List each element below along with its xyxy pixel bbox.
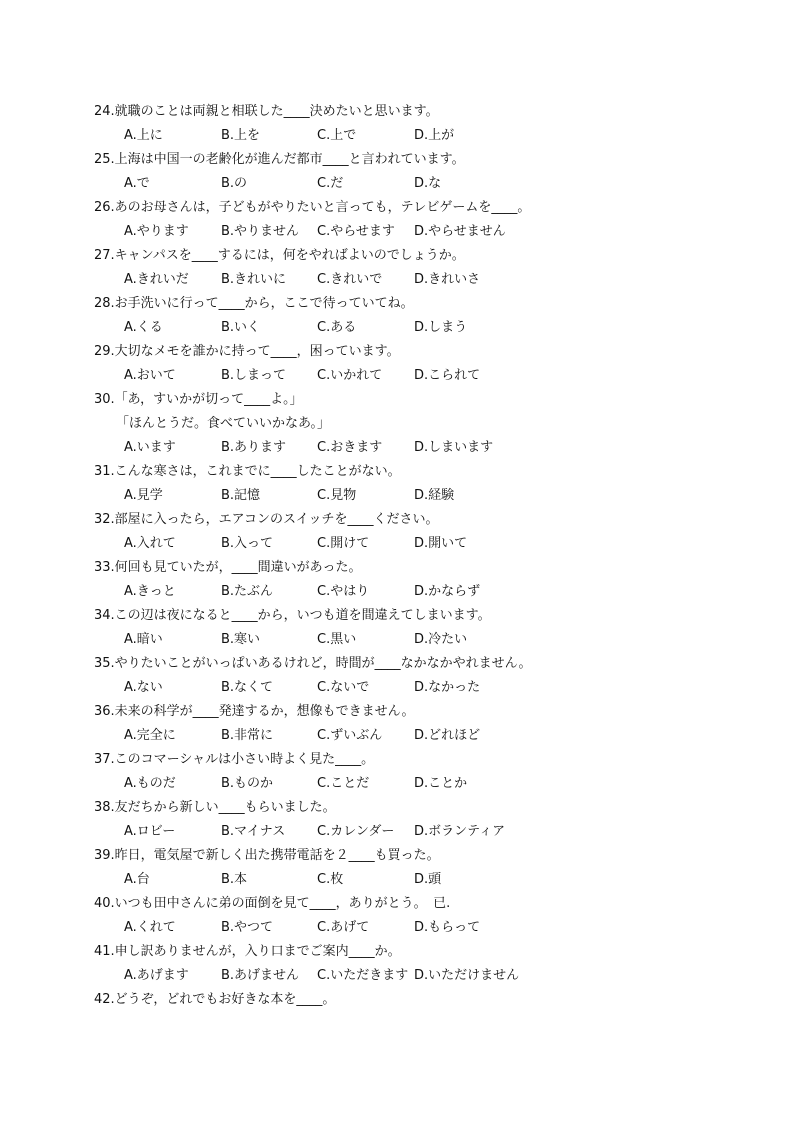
answer-options	[94, 580, 734, 604]
answer-option-c: C.きれいで	[317, 272, 383, 287]
answer-option-b: B.非常に	[221, 728, 274, 743]
answer-option-a: A.ない	[124, 680, 163, 695]
question-text: 25.上海は中国一の老齢化が進んだ都市____と言われています。	[94, 152, 465, 167]
answer-option-d: D.経験	[414, 488, 455, 503]
question-text: 32.部屋に入ったら，エアコンのスイッチを____ください。	[94, 512, 439, 527]
answer-option-b: B.の	[221, 176, 248, 191]
answer-option-a: A.おいて	[124, 368, 176, 383]
question-text: 39.昨日，電気屋で新しく出た携帯電話を２____も買った。	[94, 848, 440, 863]
answer-option-c: C.おきます	[317, 440, 383, 455]
answer-option-b: B.やつて	[221, 920, 274, 935]
answer-options	[94, 772, 734, 796]
answer-options	[94, 964, 734, 988]
answer-option-c: C.やはり	[317, 584, 370, 599]
answer-option-d: D.しまいます	[414, 440, 494, 455]
answer-options	[94, 628, 734, 652]
answer-option-a: A.台	[124, 872, 150, 887]
answer-options	[94, 172, 734, 196]
answer-option-a: A.くれて	[124, 920, 176, 935]
question-text: 38.友だちから新しい____もらいました。	[94, 800, 336, 815]
question-text: 31.こんな寒さは，これまでに____したことがない。	[94, 464, 401, 479]
answer-option-a: A.くる	[124, 320, 163, 335]
answer-option-d: D.かならず	[414, 584, 481, 599]
answer-option-c: C.あげて	[317, 920, 370, 935]
question-text: 24.就職のことは両親と相联した____決めたいと思います。	[94, 104, 439, 119]
answer-options	[94, 220, 734, 244]
question-text: 34.この辺は夜になると____から，いつも道を間違えてしまいます。	[94, 608, 491, 623]
answer-option-d: D.な	[414, 176, 442, 191]
answer-option-d: D.もらって	[414, 920, 481, 935]
question-text: 42.どうぞ，どれでもお好きな本を____。	[94, 992, 336, 1007]
answer-option-d: D.上が	[414, 128, 455, 143]
answer-option-c: C.ある	[317, 320, 357, 335]
answer-options	[94, 676, 734, 700]
answer-option-a: A.あげます	[124, 968, 189, 983]
answer-option-a: A.上に	[124, 128, 163, 143]
answer-options	[94, 364, 734, 388]
question-text: 37.このコマーシャルは小さい時よく見た____。	[94, 752, 375, 767]
answer-option-c: C.ずいぶん	[317, 728, 383, 743]
answer-option-a: A.きれいだ	[124, 272, 189, 287]
answer-options	[94, 124, 734, 148]
answer-option-c: C.見物	[317, 488, 357, 503]
answer-option-b: B.入って	[221, 536, 274, 551]
answer-option-b: B.あげません	[221, 968, 300, 983]
question-list	[94, 100, 734, 1012]
answer-option-c: C.黒い	[317, 632, 357, 647]
answer-option-b: B.きれいに	[221, 272, 287, 287]
answer-option-b: B.しまって	[221, 368, 287, 383]
answer-option-d: D.こられて	[414, 368, 481, 383]
answer-option-d: D.どれほど	[414, 728, 481, 743]
answer-option-c: C.開けて	[317, 536, 370, 551]
question-text-continued: 「ほんとうだ。食べていいかなあ。」	[116, 416, 330, 431]
answer-option-b: B.いく	[221, 320, 261, 335]
answer-option-b: B.寒い	[221, 632, 261, 647]
answer-options	[94, 316, 734, 340]
answer-options	[94, 484, 734, 508]
answer-option-d: D.ボランティア	[414, 824, 506, 839]
answer-option-a: A.ロビー	[124, 824, 176, 839]
answer-options	[94, 868, 734, 892]
answer-option-b: B.ものか	[221, 776, 274, 791]
answer-options	[94, 268, 734, 292]
answer-option-a: A.で	[124, 176, 150, 191]
answer-option-c: C.ことだ	[317, 776, 370, 791]
answer-option-c: C.上で	[317, 128, 357, 143]
question-text: 41.申し訳ありませんが，入り口までご案内____か。	[94, 944, 401, 959]
question-text: 27.キャンパスを____するには，何をやればよいのでしょうか。	[94, 248, 465, 263]
question-text: 36.未来の科学が____発達するか，想像もできません。	[94, 704, 415, 719]
answer-option-c: C.やらせます	[317, 224, 395, 239]
answer-option-d: D.ことか	[414, 776, 468, 791]
answer-option-b: B.上を	[221, 128, 261, 143]
answer-option-b: B.マイナス	[221, 824, 286, 839]
answer-option-c: C.枚	[317, 872, 344, 887]
answer-option-d: D.やらせません	[414, 224, 506, 239]
answer-options	[94, 532, 734, 556]
answer-option-c: C.いかれて	[317, 368, 383, 383]
question-text: 33.何回も見ていたが，____間違いがあった。	[94, 560, 362, 575]
question-text: 30.「あ，すいかが切って____よ。」	[94, 392, 303, 407]
answer-option-a: A.やります	[124, 224, 189, 239]
answer-option-c: C.ないで	[317, 680, 370, 695]
answer-option-b: B.なくて	[221, 680, 274, 695]
answer-option-a: A.います	[124, 440, 176, 455]
answer-options	[94, 820, 734, 844]
answer-option-c: C.だ	[317, 176, 344, 191]
answer-option-a: A.きっと	[124, 584, 176, 599]
question-text: 26.あのお母さんは，子どもがやりたいと言っても，テレビゲームを____。	[94, 200, 531, 215]
answer-option-b: B.本	[221, 872, 248, 887]
answer-options	[94, 436, 734, 460]
answer-option-a: A.入れて	[124, 536, 176, 551]
answer-option-a: A.完全に	[124, 728, 176, 743]
answer-option-d: D.きれいさ	[414, 272, 481, 287]
answer-option-b: B.あります	[221, 440, 287, 455]
answer-option-a: A.見学	[124, 488, 163, 503]
answer-option-c: C.いただきます	[317, 968, 409, 983]
answer-option-a: A.暗い	[124, 632, 163, 647]
question-text: 29.大切なメモを誰かに持って____，困っています。	[94, 344, 400, 359]
question-text: 40.いつも田中さんに弟の面倒を見て____，ありがとう。 已.	[94, 896, 451, 911]
answer-option-d: D.いただけません	[414, 968, 520, 983]
answer-option-d: D.開いて	[414, 536, 468, 551]
question-text: 35.やりたいことがいっぱいあるけれど，時間が____なかなかやれません。	[94, 656, 532, 671]
answer-options	[94, 916, 734, 940]
answer-option-d: D.頭	[414, 872, 442, 887]
answer-option-c: C.カレンダー	[317, 824, 395, 839]
question-text: 28.お手洗いに行って____から，ここで待っていてね。	[94, 296, 414, 311]
answer-option-b: B.たぶん	[221, 584, 274, 599]
answer-option-d: D.しまう	[414, 320, 468, 335]
answer-option-d: D.なかった	[414, 680, 481, 695]
answer-option-b: B.やりません	[221, 224, 300, 239]
answer-option-a: A.ものだ	[124, 776, 176, 791]
answer-option-b: B.記憶	[221, 488, 261, 503]
answer-option-d: D.冷たい	[414, 632, 468, 647]
answer-options	[94, 724, 734, 748]
